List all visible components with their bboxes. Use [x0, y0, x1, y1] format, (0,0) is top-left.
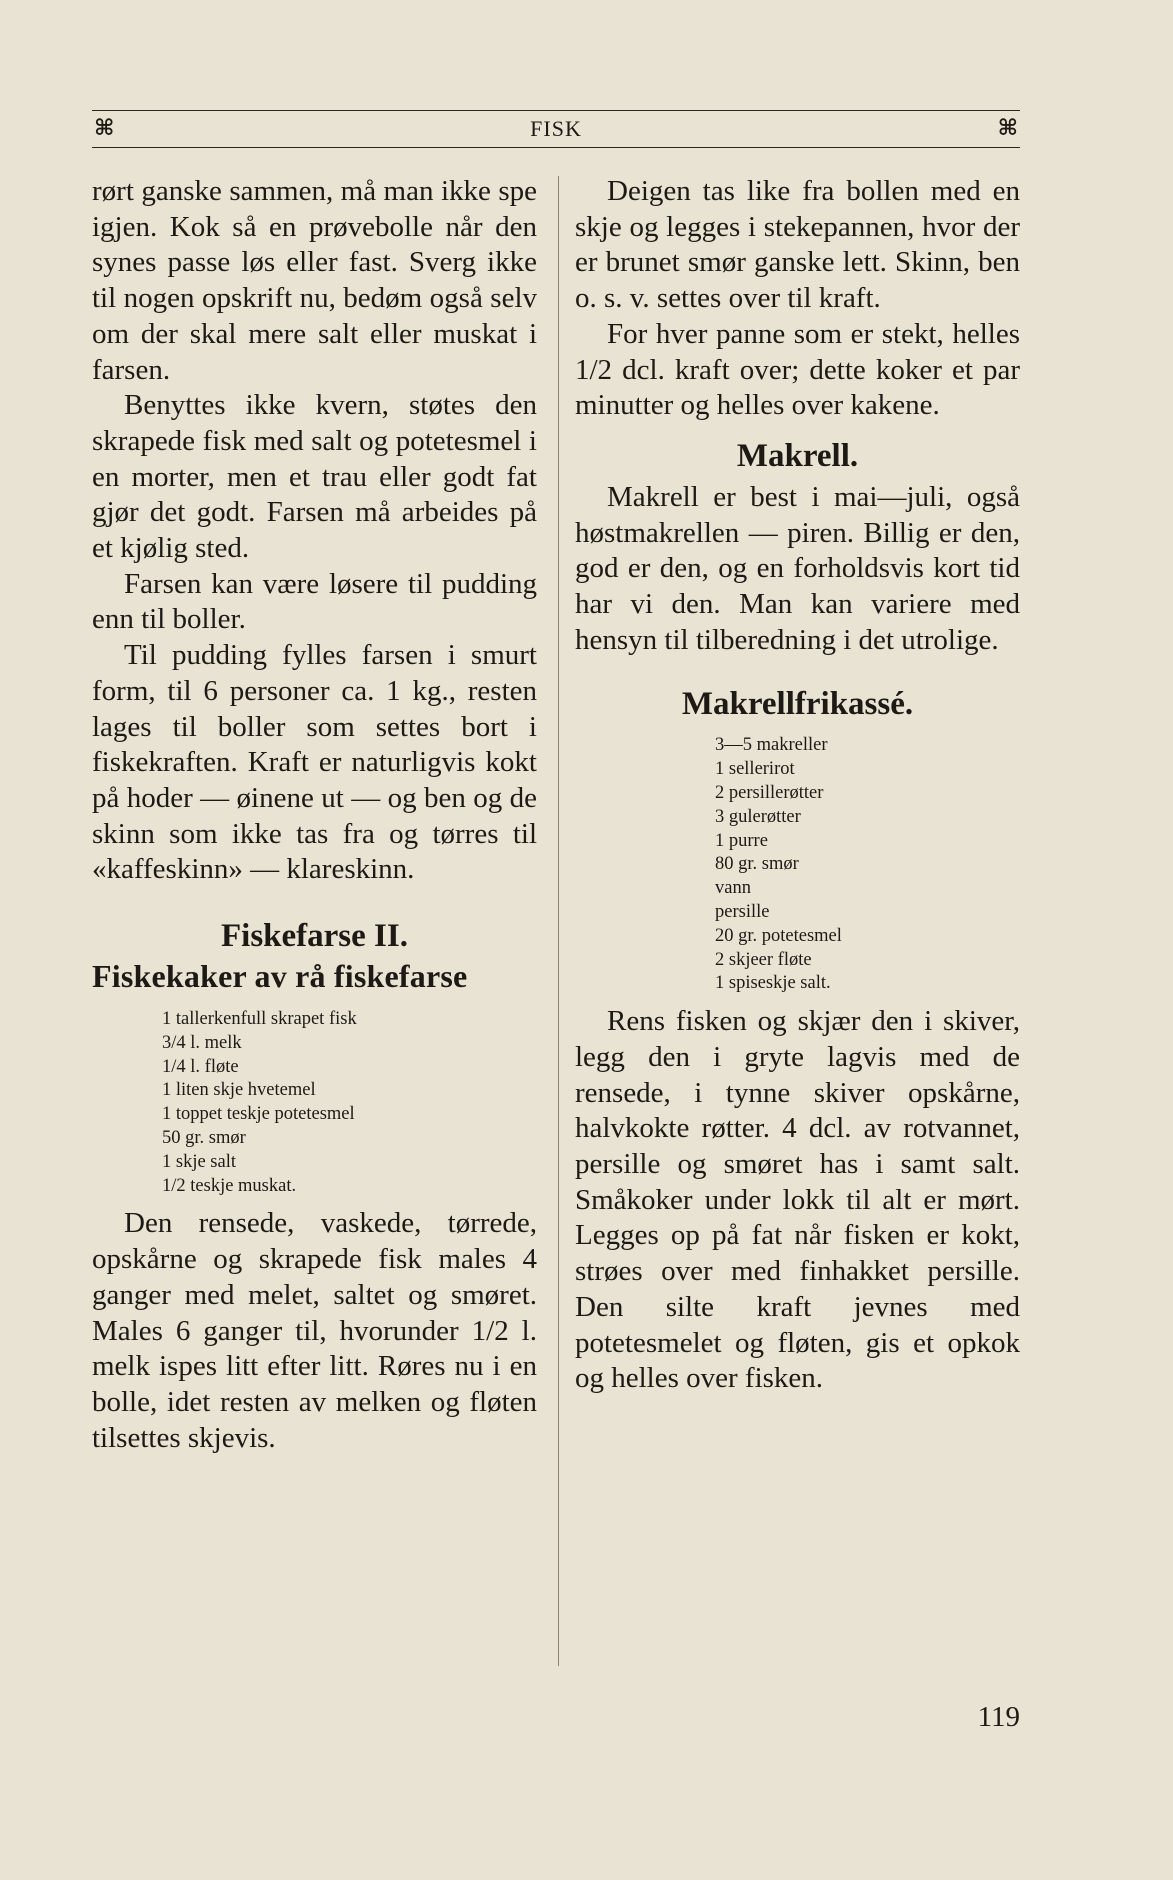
- ingredient-item: 1 spiseskje salt.: [715, 973, 831, 994]
- ingredient-item: 50 gr. smør: [162, 1128, 246, 1149]
- paragraph: Makrell er best i mai—juli, også høstmakrellen — piren. Billig er den, god er den, og en forholdsvis kort tid har vi den. Man kan variere med hensyn til tilberedning i det utrolige.: [575, 480, 1020, 656]
- ingredient-list: [575, 734, 1020, 996]
- recipe-heading: Fiskefarse II.: [221, 918, 408, 955]
- paragraph: Benyttes ikke kvern, støtes den skrapede fisk med salt og potetesmel i en morter, men et trau eller godt fat gjør det godt. Farsen må arbeides på et kjølig sted.: [92, 389, 537, 565]
- paragraph: Rens fisken og skjær den i skiver, legg den i gryte lagvis med de rensede, i tynne skiver opskårne, halvkokte røtter. 4 dcl. av rotvannet, persille og smøret has i samt salt. Småkoker under lokk til alt er mørt. Legges op på fat når fisken er kokt, strøes over med finhakket persille. Den silte kraft jevnes med potetesmelet og fløten, gis et opkok og helles over fisken.: [575, 1005, 1020, 1395]
- paragraph: Den rensede, vaskede, tørrede, opskårne og skrapede fisk males 4 ganger med melet, saltet og smøret. Males 6 ganger til, hvorunder 1/2 l. melk ispes litt efter litt. Røres nu i en bolle, idet resten av melken og fløten tilsettes skjevis.: [92, 1207, 537, 1454]
- recipe-heading: Makrellfrikassé.: [681, 686, 914, 723]
- paragraph: Til pudding fylles farsen i smurt form, til 6 personer ca. 1 kg., resten lages til boller som settes bort i fiskekraften. Kraft er naturligvis kokt på hoder — øinene ut — og ben og de skinn som ikke tas fra og tørres til «kaffeskinn» — klareskinn.: [92, 639, 537, 886]
- left-column: [92, 174, 537, 1456]
- ingredient-item: 3/4 l. melk: [162, 1032, 242, 1053]
- ornament-icon: ⌘: [94, 115, 115, 141]
- paragraph: Farsen kan være løsere til pudding enn til boller.: [92, 567, 537, 636]
- running-title: FISK: [530, 116, 582, 141]
- ingredient-item: vann: [715, 878, 751, 899]
- ingredient-item: 1 skje salt: [162, 1151, 236, 1172]
- recipe-heading: Makrell.: [736, 437, 859, 474]
- ingredient-item: 1/2 teskje muskat.: [162, 1175, 297, 1196]
- ingredient-item: 2 persillerøtter: [715, 783, 824, 804]
- ingredient-item: 3—5 makreller: [715, 735, 828, 756]
- ingredient-item: 80 gr. smør: [715, 854, 799, 875]
- paragraph: Deigen tas like fra bollen med en skje og legges i stekepannen, hvor der er brunet smør ganske lett. Skinn, ben o. s. v. settes over til kraft.: [575, 175, 1020, 315]
- ornament-icon: ⌘: [997, 115, 1018, 141]
- running-header: [92, 110, 1020, 148]
- ingredient-item: 1 liten skje hvetemel: [162, 1080, 316, 1101]
- ingredient-item: 1 purre: [715, 830, 768, 851]
- ingredient-item: 1 toppet teskje potetesmel: [162, 1104, 355, 1125]
- ingredient-item: 1/4 l. fløte: [162, 1056, 239, 1077]
- recipe-heading: Fiskekaker av rå fiskefarse: [92, 958, 468, 995]
- ingredient-item: persille: [715, 902, 770, 923]
- ingredient-item: 2 skjeer fløte: [715, 949, 812, 970]
- ingredient-list: [92, 1008, 537, 1198]
- right-column: [575, 174, 1020, 1397]
- ingredient-item: 1 tallerkenfull skrapet fisk: [162, 1009, 357, 1030]
- paragraph: rørt ganske sammen, må man ikke spe igjen. Kok så en prøvebolle når den synes passe løs eller fast. Sverg ikke til nogen opskrift nu, bedøm også selv om der skal mere salt eller muskat i farsen.: [92, 175, 537, 386]
- paragraph: For hver panne som er stekt, helles 1/2 dcl. kraft over; dette koker et par minutter og helles over kakene.: [575, 317, 1020, 422]
- ingredient-item: 1 sellerirot: [715, 759, 795, 780]
- ingredient-item: 20 gr. potetesmel: [715, 925, 842, 946]
- ingredient-item: 3 gulerøtter: [715, 806, 801, 827]
- page-number: 119: [977, 1701, 1020, 1733]
- column-divider: [558, 176, 559, 1666]
